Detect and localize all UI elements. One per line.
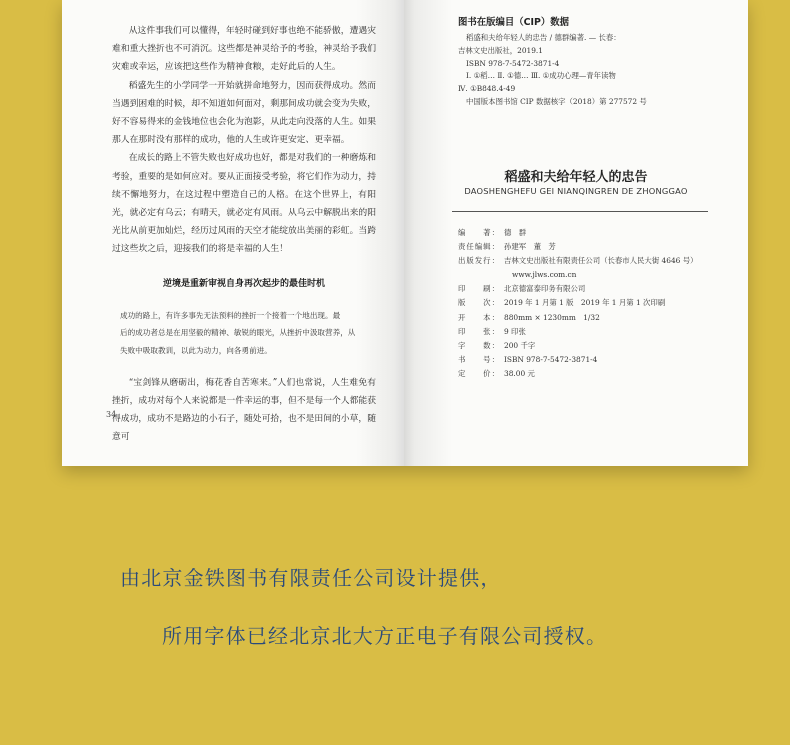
pub-info-row [458, 226, 718, 240]
right-page [404, 0, 748, 466]
section-title: 逆境是重新审视自身再次起步的最佳时机 [162, 278, 325, 289]
pub-info-row [458, 339, 718, 353]
pub-info-value: 德 群 [504, 228, 527, 237]
left-page-content [112, 22, 376, 446]
pub-info-row [458, 240, 718, 254]
pub-info-value: www.jlws.com.cn [512, 270, 577, 280]
left-page [62, 0, 404, 466]
pub-info-row [458, 325, 718, 339]
cip-line: Ⅰ. ①稻… Ⅱ. ①德… Ⅲ. ①成功心理—青年读物 [466, 71, 616, 81]
pub-info-row [458, 254, 718, 268]
cip-lines [458, 32, 708, 109]
pub-info-value: 孙建军 董 芳 [504, 242, 556, 252]
open-book [62, 0, 748, 466]
page-number: 34 [106, 410, 117, 419]
pub-info-label: 印 张： [458, 326, 500, 336]
pub-info-row [458, 296, 718, 310]
quote-line: 后的成功者总是在用坚毅的精神、敏锐的眼光，从挫折中汲取营养，从 [120, 328, 356, 338]
pub-info-row [458, 268, 718, 282]
pub-info-value: 38.00 元 [504, 368, 535, 378]
pub-info-value: ISBN 978-7-5472-3871-4 [504, 354, 598, 364]
publication-info [458, 226, 718, 381]
pub-info-label: 编 著： [458, 228, 500, 237]
pub-info-label: 责任编辑： [458, 242, 500, 252]
pub-info-label [458, 268, 504, 282]
divider-rule [452, 211, 708, 212]
pub-info-label: 开 本： [458, 312, 500, 322]
cip-line: Ⅳ. ①B848.4-49 [458, 84, 516, 94]
caption-design-credit: 由北京金铁图书有限责任公司设计提供， [120, 566, 502, 590]
caption-font-license: 所用字体已经北京北大方正电子有限公司授权。 [162, 624, 608, 648]
pub-info-label: 印 刷： [458, 284, 500, 294]
pub-info-value: 880mm × 1230mm 1/32 [504, 312, 600, 322]
pub-info-value: 2019 年 1 月第 1 版 2019 年 1 月第 1 次印刷 [504, 298, 666, 308]
body-paragraph: 稻盛先生的小学同学一开始就拼命地努力，因而获得成功。然而当遇到困难的时候，却不知道如何面对，剩那间成功就会变为失败，好不容易得来的金钱地位也会化为泡影，从此走向没落的人生。如果那人在那时没有那样的成功，他的人生或许更安定、更幸福。 [112, 80, 376, 146]
body-paragraph: “宝剑锋从磨砺出，梅花香自苦寒来。”人们也常说，人生难免有挫折，成功对每个人来说都是一件幸运的事，但不是每一个人都能获得成功，成功不是路边的小石子，随处可拾，也不是田间的小草，随意可 [112, 377, 376, 443]
quote-line: 失败中吸取教训，以此为动力，向各勇前进。 [120, 346, 272, 356]
pub-info-value: 吉林文史出版社有限责任公司（长春市人民大街 4646 号） [504, 256, 698, 266]
pub-info-value: 200 千字 [504, 340, 536, 350]
pub-info-label: 版 次： [458, 298, 500, 308]
pub-info-row [458, 282, 718, 296]
pub-info-value: 北京德富泰印务有限公司 [504, 284, 586, 294]
cip-line: ISBN 978-7-5472-3871-4 [466, 58, 560, 68]
pub-info-label: 字 数： [458, 340, 500, 350]
pub-info-label: 定 价： [458, 368, 500, 378]
cip-line: 中国版本图书馆 CIP 数据核字（2018）第 277572 号 [466, 96, 647, 106]
pub-info-label: 书 号： [458, 354, 500, 364]
body-paragraph: 从这件事我们可以懂得，年轻时碰到好事也绝不能骄傲，遭遇灾难和重大挫折也不可消沉。这些都是神灵给予的考验，神灵给予我们灾难或幸运，应该把这些作为精神食粮，走好此后的人生。 [112, 26, 376, 73]
cip-line: 吉林文史出版社，2019.1 [458, 45, 543, 55]
quote-block [112, 307, 376, 360]
left-paragraphs [112, 22, 376, 259]
pub-info-row [458, 311, 718, 325]
cip-line: 稻盛和夫给年轻人的忠告 / 德群编著. — 长春： [466, 33, 621, 42]
pub-info-label: 出版发行： [458, 256, 500, 266]
body-paragraph: 在成长的路上不管失败也好成功也好，都是对我们的一种磨炼和考验，重要的是如何应对。要从正面接受考验，将它们作为动力，持续不懈地努力，在这过程中塑造自己的人格。在这个世界上，有阳光，就必定有乌云；有晴天，就必定有风雨。从乌云中解脱出来的阳光比从前更加灿烂，经历过风雨的天空才能绽放出美丽的彩虹。当跨过这些坎之后，迎接我们的将是幸福的人生！ [112, 153, 376, 255]
pub-info-row [458, 353, 718, 367]
quote-line: 成功的路上，有许多事先无法预料的挫折一个接着一个地出现。最 [120, 310, 341, 320]
pub-info-row [458, 367, 718, 381]
book-title: 稻盛和夫给年轻人的忠告 [504, 170, 648, 185]
cip-block [458, 14, 708, 109]
cip-title: 图书在版编目（CIP）数据 [458, 17, 569, 28]
book-pinyin: DAOSHENGHEFU GEI NIANQINGREN DE ZHONGGAO [464, 186, 688, 196]
pub-info-value: 9 印张 [504, 326, 526, 336]
closing-paragraphs [112, 374, 376, 447]
